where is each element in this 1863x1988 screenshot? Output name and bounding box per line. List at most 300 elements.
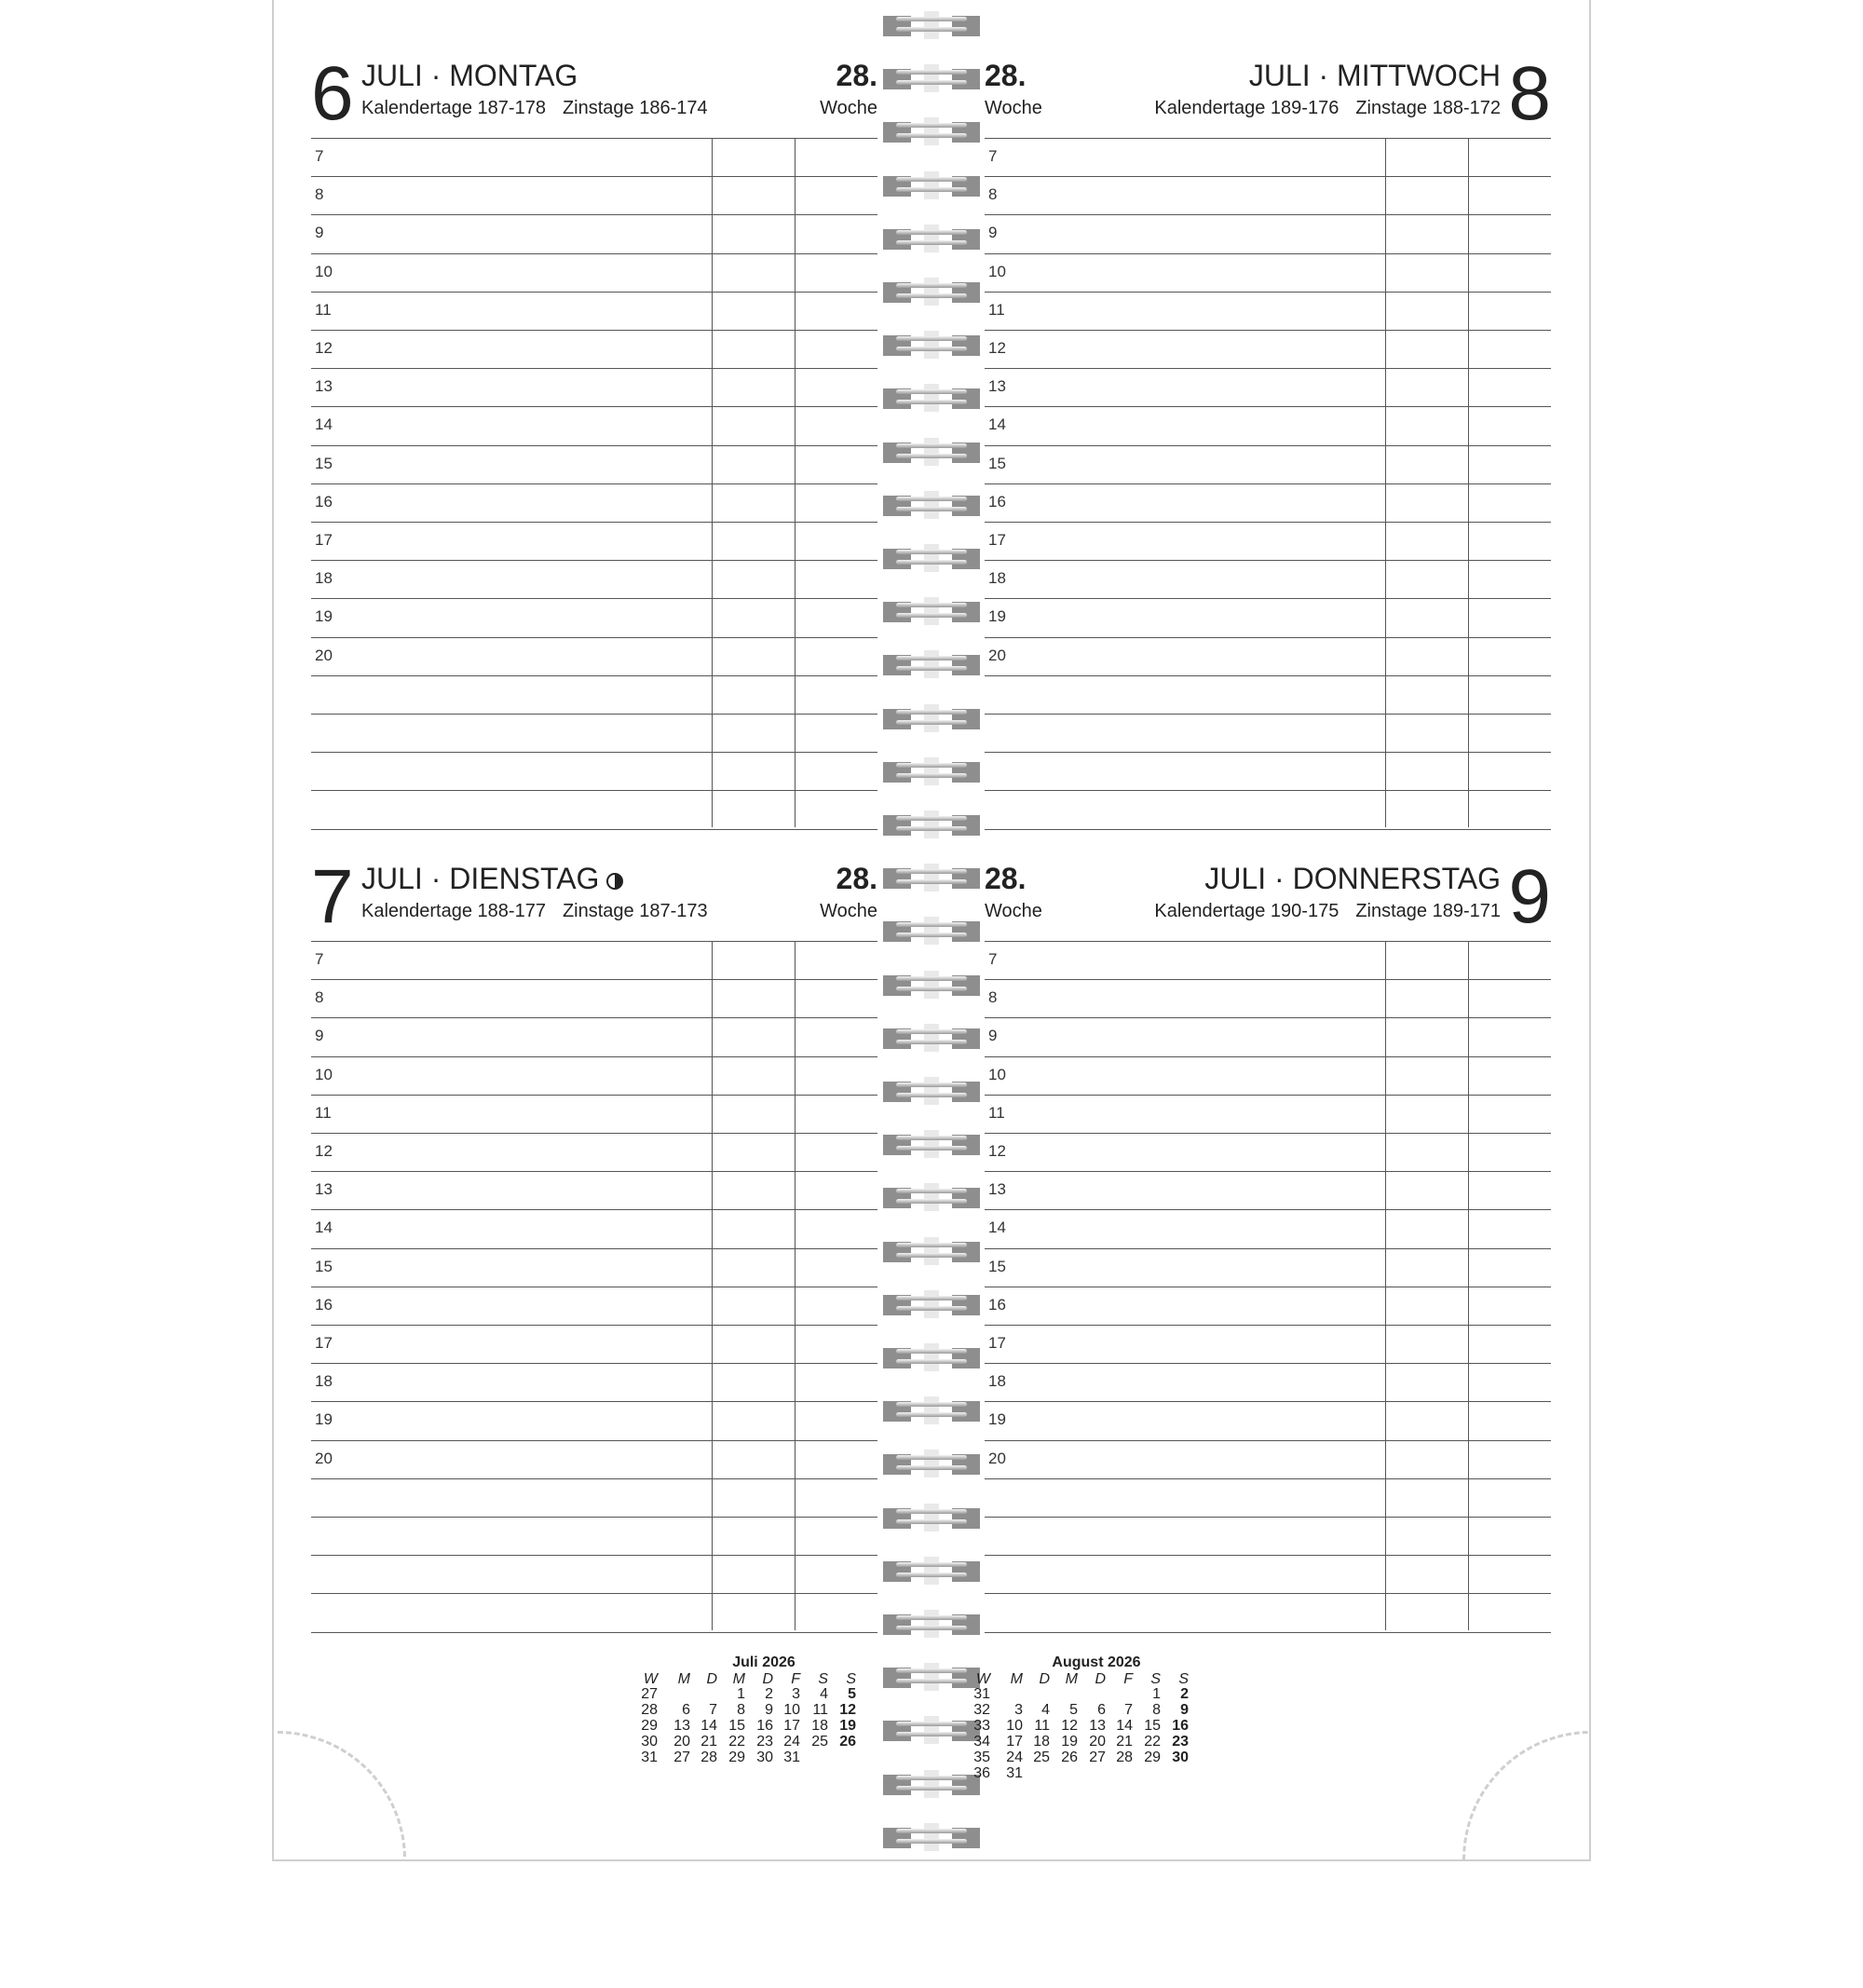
kalendertage: Kalendertage 190-175	[1154, 901, 1339, 921]
mini-calendar-day: 17	[1006, 1734, 1023, 1750]
mini-calendar-day: 23	[1172, 1734, 1189, 1750]
grid-line	[311, 1478, 877, 1479]
grid-line	[311, 445, 877, 446]
mini-calendar-day: 9	[765, 1702, 773, 1718]
mini-calendar-week-number: 35	[973, 1750, 990, 1765]
grid-line	[311, 752, 877, 753]
mini-calendar-day: 5	[848, 1686, 856, 1702]
hour-label: 13	[988, 1180, 1006, 1199]
mini-calendar-week-number: 29	[641, 1718, 658, 1734]
mini-calendar-day: 19	[839, 1718, 856, 1734]
mini-calendar-day: 3	[792, 1686, 800, 1702]
mini-calendar-day: 11	[812, 1702, 828, 1718]
grid-line	[311, 714, 877, 715]
grid-line	[985, 214, 1551, 215]
grid-line	[985, 1017, 1551, 1018]
hour-label: 15	[315, 454, 333, 472]
mini-calendar-day: 25	[1033, 1750, 1050, 1765]
grid-line	[985, 1478, 1551, 1479]
hour-label: 9	[988, 224, 998, 242]
mini-calendar-day: 13	[1089, 1718, 1106, 1734]
hour-label: 17	[988, 531, 1006, 549]
hour-grid	[311, 138, 877, 827]
spiral-ring	[883, 597, 980, 625]
mini-calendar-day: 31	[1006, 1765, 1023, 1781]
grid-line	[985, 979, 1551, 980]
grid-line	[311, 1209, 877, 1210]
mini-calendar-day: 3	[1014, 1702, 1023, 1718]
day-title-text: JULI · DIENSTAG	[361, 862, 600, 895]
mini-calendar-day: 12	[1061, 1718, 1078, 1734]
mini-calendar-weekday: S	[846, 1671, 856, 1687]
hour-label: 20	[988, 1449, 1006, 1467]
spiral-ring	[883, 864, 980, 892]
hour-label: 14	[315, 415, 333, 434]
day-block-tuesday	[311, 854, 877, 1632]
grid-line	[311, 138, 877, 139]
hour-label: 9	[988, 1027, 998, 1045]
hour-label: 12	[988, 339, 1006, 357]
hour-label: 19	[988, 607, 1006, 626]
spiral-ring	[883, 1610, 980, 1638]
mini-calendar-day: 21	[700, 1734, 717, 1750]
hour-label: 17	[988, 1334, 1006, 1352]
mini-calendar-weekday: M	[1010, 1671, 1023, 1687]
hour-label: 16	[988, 492, 1006, 511]
mini-calendar-day: 8	[737, 1702, 745, 1718]
mini-calendar-day: 4	[1041, 1702, 1050, 1718]
mini-calendar-day: 6	[682, 1702, 690, 1718]
mini-calendar-august	[975, 1654, 1217, 1804]
mini-calendar-weekday: D	[762, 1671, 773, 1687]
day-title	[1249, 60, 1501, 91]
mini-calendar-day: 7	[709, 1702, 717, 1718]
grid-line	[985, 483, 1551, 484]
mini-calendar-weekday: S	[818, 1671, 828, 1687]
hour-label: 19	[315, 1410, 333, 1429]
hour-label: 15	[988, 454, 1006, 472]
mini-calendar-day: 22	[728, 1734, 745, 1750]
hour-label: 8	[988, 988, 998, 1007]
grid-line	[311, 292, 877, 293]
mini-calendar-weekday: M	[677, 1671, 690, 1687]
mini-calendar-day: 5	[1069, 1702, 1078, 1718]
grid-line	[311, 1401, 877, 1402]
kalendertage: Kalendertage 189-176	[1154, 98, 1339, 118]
hour-label: 10	[315, 1065, 333, 1083]
grid-line	[985, 1325, 1551, 1326]
grid-line	[311, 483, 877, 484]
mini-calendar-week-number: 28	[641, 1702, 658, 1718]
grid-line	[311, 1325, 877, 1326]
spiral-ring	[883, 757, 980, 785]
mini-calendar-day: 10	[783, 1702, 800, 1718]
spiral-ring	[883, 1237, 980, 1265]
hour-label: 20	[315, 646, 333, 664]
week-number: 28.	[836, 862, 877, 895]
hour-label: 9	[315, 224, 324, 242]
grid-line	[311, 560, 877, 561]
grid-line	[985, 1363, 1551, 1364]
grid-line	[311, 1363, 877, 1364]
mini-calendar-day: 29	[728, 1750, 745, 1765]
spiral-ring	[883, 331, 980, 359]
grid-line	[985, 1133, 1551, 1134]
hour-label: 14	[988, 415, 1006, 434]
zinstage: Zinstage 186-174	[562, 98, 708, 118]
mini-calendar-day: 29	[1144, 1750, 1161, 1765]
grid-line	[311, 1555, 877, 1556]
hour-label: 20	[315, 1449, 333, 1467]
day-block-wednesday	[985, 51, 1551, 829]
grid-line	[985, 445, 1551, 446]
grid-line	[311, 941, 877, 942]
hour-label: 10	[988, 1065, 1006, 1083]
grid-line	[311, 1517, 877, 1518]
mini-calendar-day: 1	[1152, 1686, 1161, 1702]
mini-calendar-day: 11	[1034, 1718, 1050, 1734]
day-subline	[1154, 97, 1501, 119]
mini-calendar-weekday: W	[975, 1671, 990, 1687]
hour-label: 15	[315, 1257, 333, 1275]
spiral-ring	[883, 1343, 980, 1371]
day-subline	[361, 900, 708, 922]
hour-label: 18	[988, 1372, 1006, 1391]
hour-label: 13	[315, 377, 333, 396]
grid-line	[985, 675, 1551, 676]
mini-calendar-day: 19	[1061, 1734, 1078, 1750]
hour-grid	[985, 138, 1551, 827]
grid-line	[985, 714, 1551, 715]
hour-label: 16	[315, 1295, 333, 1314]
grid-line	[311, 675, 877, 676]
mini-calendar-day: 18	[1033, 1734, 1050, 1750]
day-title-text: JULI · DONNERSTAG	[1204, 862, 1501, 895]
mini-calendar-day: 30	[1172, 1750, 1189, 1765]
day-title	[1204, 863, 1501, 894]
hour-label: 20	[988, 646, 1006, 664]
grid-line	[311, 598, 877, 599]
mini-calendar-weekday: D	[1095, 1671, 1106, 1687]
week-number: 28.	[985, 862, 1027, 895]
spiral-ring	[883, 1290, 980, 1318]
grid-column-divider	[1385, 941, 1386, 1630]
grid-line	[311, 1056, 877, 1057]
grid-column-divider	[712, 138, 713, 827]
grid-line	[311, 637, 877, 638]
kalendertage: Kalendertage 188-177	[361, 901, 546, 921]
spiral-ring	[883, 650, 980, 678]
grid-line	[985, 330, 1551, 331]
hour-label: 7	[988, 950, 998, 968]
grid-column-divider	[1468, 138, 1469, 827]
hour-label: 11	[988, 300, 1005, 319]
grid-line	[985, 138, 1551, 139]
grid-line	[985, 560, 1551, 561]
mini-calendar-day: 8	[1152, 1702, 1161, 1718]
mini-calendar-title: August 2026	[1052, 1654, 1141, 1670]
spiral-ring	[883, 1130, 980, 1158]
grid-line	[311, 1133, 877, 1134]
mini-calendar-day: 27	[1089, 1750, 1106, 1765]
mini-calendar-day: 1	[737, 1686, 745, 1702]
grid-line	[311, 368, 877, 369]
mini-calendar-week-number: 30	[641, 1734, 658, 1750]
kalendertage: Kalendertage 187-178	[361, 98, 546, 118]
mini-calendar-day: 25	[811, 1734, 828, 1750]
mini-calendar-day: 24	[1006, 1750, 1023, 1765]
mini-calendar-weekday: W	[643, 1671, 658, 1687]
day-number: 6	[311, 51, 354, 136]
spiral-ring	[883, 171, 980, 199]
mini-calendar-day: 9	[1180, 1702, 1189, 1718]
spiral-ring	[883, 810, 980, 838]
grid-column-divider	[712, 941, 713, 1630]
mini-calendar-weekday: S	[1150, 1671, 1161, 1687]
mini-calendar-day: 17	[783, 1718, 800, 1734]
spiral-ring	[883, 1823, 980, 1851]
day-block-thursday	[985, 854, 1551, 1632]
mini-calendar-day: 24	[783, 1734, 800, 1750]
grid-line	[985, 1171, 1551, 1172]
grid-line	[985, 752, 1551, 753]
grid-line	[985, 1555, 1551, 1556]
spiral-ring	[883, 704, 980, 732]
zinstage: Zinstage 187-173	[562, 901, 708, 921]
day-title-text: JULI · MONTAG	[361, 59, 578, 92]
mini-calendar-day: 26	[839, 1734, 856, 1750]
mini-calendar-day: 16	[756, 1718, 773, 1734]
grid-line	[311, 214, 877, 215]
spiral-ring	[883, 1557, 980, 1585]
grid-line	[985, 1248, 1551, 1249]
day-number: 8	[1508, 51, 1551, 136]
grid-line	[985, 406, 1551, 407]
grid-line	[985, 176, 1551, 177]
mini-calendar-july	[643, 1654, 885, 1804]
week-label: Woche	[820, 901, 877, 921]
grid-line	[985, 1095, 1551, 1096]
hour-label: 8	[315, 185, 324, 204]
grid-line	[311, 176, 877, 177]
spiral-ring	[883, 491, 980, 519]
mini-calendar-week-number: 36	[973, 1765, 990, 1781]
grid-line	[985, 941, 1551, 942]
hour-grid	[985, 941, 1551, 1630]
hour-label: 7	[988, 147, 998, 165]
hour-label: 8	[988, 185, 998, 204]
hour-label: 15	[988, 1257, 1006, 1275]
day-subline	[1154, 900, 1501, 922]
mini-calendar-day: 22	[1144, 1734, 1161, 1750]
mini-calendar-day: 28	[700, 1750, 717, 1765]
hour-label: 13	[988, 377, 1006, 396]
hour-label: 8	[315, 988, 324, 1007]
spiral-ring	[883, 1396, 980, 1424]
mini-calendar-weekday: D	[1039, 1671, 1050, 1687]
spiral-ring	[883, 544, 980, 572]
mini-calendar-day: 10	[1006, 1718, 1023, 1734]
mini-calendar-day: 20	[673, 1734, 690, 1750]
spiral-ring	[883, 225, 980, 252]
mini-calendar-day: 4	[820, 1686, 828, 1702]
mini-calendar-weekday: D	[706, 1671, 717, 1687]
grid-line	[985, 522, 1551, 523]
mini-calendar-day: 12	[839, 1702, 856, 1718]
hour-label: 7	[315, 147, 324, 165]
spiral-ring	[883, 64, 980, 92]
mini-calendar-day: 2	[1180, 1686, 1189, 1702]
hour-grid	[311, 941, 877, 1630]
grid-line	[985, 637, 1551, 638]
grid-line	[311, 1171, 877, 1172]
grid-column-divider	[1385, 138, 1386, 827]
grid-line	[985, 1632, 1551, 1633]
spiral-ring	[883, 1450, 980, 1477]
grid-line	[985, 1209, 1551, 1210]
grid-line	[311, 790, 877, 791]
grid-line	[311, 330, 877, 331]
spiral-ring	[883, 1024, 980, 1052]
hour-label: 12	[315, 339, 333, 357]
moon-phase-icon	[606, 873, 623, 890]
mini-calendar-day: 14	[700, 1718, 717, 1734]
grid-line	[311, 1017, 877, 1018]
hour-label: 12	[988, 1142, 1006, 1160]
mini-calendar-day: 16	[1172, 1718, 1189, 1734]
week-label: Woche	[985, 98, 1042, 118]
day-block-monday	[311, 51, 877, 829]
hour-label: 17	[315, 531, 333, 549]
grid-line	[311, 1248, 877, 1249]
grid-line	[311, 1440, 877, 1441]
mini-calendar-week-number: 27	[641, 1686, 658, 1702]
mini-calendar-day: 26	[1061, 1750, 1078, 1765]
spiral-ring	[883, 917, 980, 945]
mini-calendar-day: 7	[1124, 1702, 1133, 1718]
mini-calendar-week-number: 32	[973, 1702, 990, 1718]
hour-label: 7	[315, 950, 324, 968]
spiral-ring	[883, 278, 980, 306]
mini-calendar-day: 28	[1116, 1750, 1133, 1765]
mini-calendar-weekday: M	[1065, 1671, 1078, 1687]
hour-label: 13	[315, 1180, 333, 1199]
spiral-ring	[883, 11, 980, 39]
grid-line	[311, 979, 877, 980]
day-title	[361, 863, 623, 894]
mini-calendar-day: 20	[1089, 1734, 1106, 1750]
hour-label: 18	[988, 569, 1006, 588]
week-number: 28.	[836, 59, 877, 92]
spiral-ring	[883, 1077, 980, 1105]
grid-line	[311, 1632, 877, 1633]
hour-label: 11	[315, 300, 332, 319]
mini-calendar-day: 13	[673, 1718, 690, 1734]
grid-line	[985, 598, 1551, 599]
zinstage: Zinstage 188-172	[1355, 98, 1501, 118]
spiral-ring	[883, 1504, 980, 1532]
grid-line	[311, 253, 877, 254]
spiral-ring	[883, 971, 980, 999]
mini-calendar-day: 18	[811, 1718, 828, 1734]
zinstage: Zinstage 189-171	[1355, 901, 1501, 921]
grid-line	[985, 790, 1551, 791]
spiral-ring	[883, 117, 980, 145]
spiral-binding	[883, 0, 980, 1863]
grid-line	[985, 1056, 1551, 1057]
mini-calendar-day: 15	[1144, 1718, 1161, 1734]
spiral-ring	[883, 384, 980, 412]
day-subline	[361, 97, 708, 119]
mini-calendar-weekday: F	[791, 1671, 800, 1687]
hour-label: 11	[988, 1103, 1005, 1122]
mini-calendar-day: 2	[765, 1686, 773, 1702]
hour-label: 19	[315, 607, 333, 626]
mini-calendar-day: 14	[1116, 1718, 1133, 1734]
grid-line	[985, 253, 1551, 254]
grid-line	[311, 1095, 877, 1096]
grid-line	[985, 1401, 1551, 1402]
grid-line	[311, 829, 877, 830]
hour-label: 17	[315, 1334, 333, 1352]
hour-label: 9	[315, 1027, 324, 1045]
week-number: 28.	[985, 59, 1027, 92]
hour-label: 14	[315, 1219, 333, 1237]
week-label: Woche	[820, 98, 877, 118]
hour-label: 16	[988, 1295, 1006, 1314]
day-number: 9	[1508, 854, 1551, 939]
mini-calendar-day: 23	[756, 1734, 773, 1750]
mini-calendar-weekday: F	[1123, 1671, 1133, 1687]
day-title-text: JULI · MITTWOCH	[1248, 59, 1501, 92]
grid-column-divider	[1468, 941, 1469, 1630]
day-number: 7	[311, 854, 354, 939]
mini-calendar-week-number: 31	[641, 1750, 658, 1765]
hour-label: 12	[315, 1142, 333, 1160]
grid-line	[985, 1517, 1551, 1518]
mini-calendar-day: 31	[783, 1750, 800, 1765]
grid-column-divider	[795, 138, 796, 827]
spiral-ring	[883, 1183, 980, 1211]
grid-line	[985, 292, 1551, 293]
mini-calendar-week-number: 33	[973, 1718, 990, 1734]
grid-line	[311, 1593, 877, 1594]
mini-calendar-day: 21	[1116, 1734, 1133, 1750]
week-label: Woche	[985, 901, 1042, 921]
mini-calendar-week-number: 34	[973, 1734, 990, 1750]
hour-label: 10	[315, 262, 333, 280]
mini-calendar-week-number: 31	[973, 1686, 990, 1702]
mini-calendar-day: 6	[1097, 1702, 1106, 1718]
hour-label: 18	[315, 569, 333, 588]
hour-label: 10	[988, 262, 1006, 280]
mini-calendar-weekday: M	[732, 1671, 745, 1687]
grid-line	[985, 1593, 1551, 1594]
grid-line	[985, 829, 1551, 830]
mini-calendar-day: 27	[673, 1750, 690, 1765]
grid-line	[311, 406, 877, 407]
mini-calendar-day: 15	[728, 1718, 745, 1734]
mini-calendar-title: Juli 2026	[732, 1654, 796, 1670]
grid-column-divider	[795, 941, 796, 1630]
day-title	[361, 60, 578, 91]
grid-line	[985, 368, 1551, 369]
spiral-ring	[883, 438, 980, 466]
hour-label: 19	[988, 1410, 1006, 1429]
mini-calendar-weekday: S	[1178, 1671, 1189, 1687]
grid-line	[311, 522, 877, 523]
grid-line	[985, 1440, 1551, 1441]
